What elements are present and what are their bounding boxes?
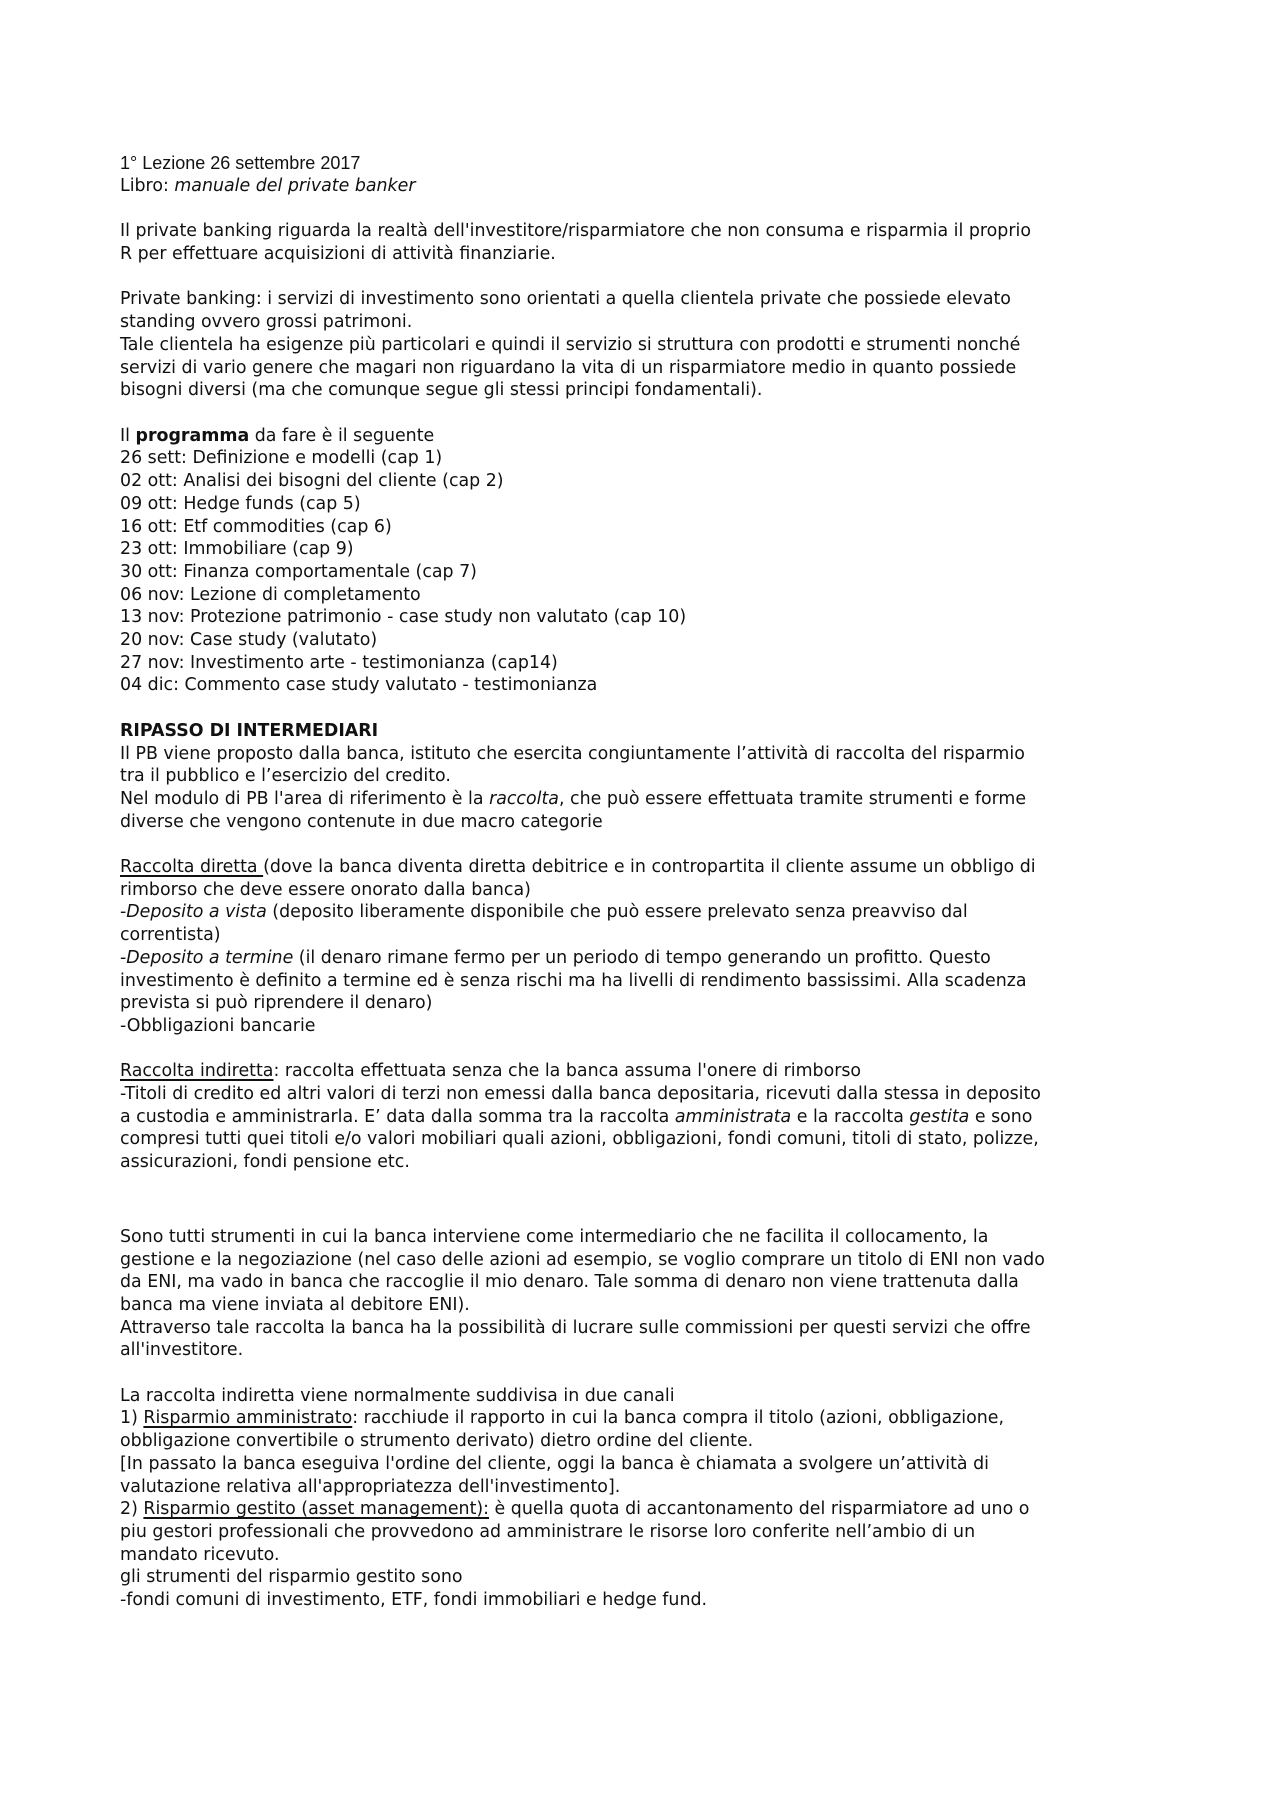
italic-term: gestita: [909, 1106, 970, 1127]
schedule-item: 20 nov: Case study (valutato): [120, 630, 378, 651]
text-line: [120, 856, 1160, 879]
text-line: [In passato la banca eseguiva l'ordine del cliente, oggi la banca è chiamata a svolgere un’attività di: [120, 1453, 989, 1474]
text-line: [120, 788, 1160, 811]
dash: -: [120, 902, 127, 923]
text-line: Tale clientela ha esigenze più particolari e quindi il servizio si struttura con prodotti e strumenti nonché: [120, 334, 1021, 355]
text-span: e la raccolta: [791, 1106, 910, 1127]
text-line: rimborso che deve essere onorato dalla banca): [120, 879, 531, 900]
text-line: diverse che vengono contenute in due macro categorie: [120, 811, 603, 832]
programma-section: [120, 425, 1160, 697]
document-page: [120, 152, 1160, 1612]
text-line: R per effettuare acquisizioni di attività finanziarie.: [120, 244, 556, 265]
text-line: obbligazione convertibile o strumento derivato) dietro ordine del cliente.: [120, 1431, 754, 1452]
text-line: mandato ricevuto.: [120, 1544, 280, 1565]
text-line: Il private banking riguarda la realtà dell'investitore/risparmiatore che non consuma e risparmia il proprio: [120, 221, 1031, 242]
schedule-item: 26 sett: Definizione e modelli (cap 1): [120, 448, 443, 469]
text-line: da ENI, ma vado in banca che raccoglie il mio denaro. Tale somma di denaro non viene trattenuta dalla: [120, 1272, 1019, 1293]
pb-definition-paragraph: [120, 288, 1160, 402]
italic-term: Deposito a vista: [126, 902, 267, 923]
text-line: banca ma viene inviata al debitore ENI).: [120, 1294, 470, 1315]
schedule-item: 30 ott: Finanza comportamentale (cap 7): [120, 561, 477, 582]
raccolta-indiretta-section: [120, 1060, 1160, 1174]
text-line: bisogni diversi (ma che comunque segue gli stessi principi fondamentali).: [120, 380, 763, 401]
list-number: 2): [120, 1499, 144, 1520]
text-line: -Obbligazioni bancarie: [120, 1015, 316, 1036]
section-heading: [120, 720, 1160, 743]
text-line: Private banking: i servizi di investimento sono orientati a quella clientela private che possiede elevato: [120, 289, 1011, 310]
italic-term: raccolta: [489, 788, 559, 809]
italic-term: Deposito a termine: [126, 947, 294, 968]
text-span: (il denaro rimane fermo per un periodo di tempo generando un profitto. Questo: [293, 947, 991, 968]
book-line: [120, 175, 1160, 198]
text-line: [120, 1060, 1160, 1083]
schedule-item: 09 ott: Hedge funds (cap 5): [120, 493, 361, 514]
text-span: è quella quota di accantonamento del risparmiatore ad uno o: [489, 1499, 1030, 1520]
schedule-item: 23 ott: Immobiliare (cap 9): [120, 539, 354, 560]
text-line: gestione e la negoziazione (nel caso delle azioni ad esempio, se voglio comprare un titolo di ENI non vado: [120, 1249, 1045, 1270]
intro-paragraph: [120, 220, 1160, 265]
heading-text: RIPASSO DI INTERMEDIARI: [120, 720, 379, 741]
schedule-item: 27 nov: Investimento arte - testimonianza (cap14): [120, 652, 558, 673]
text-span: (deposito liberamente disponibile che può essere prelevato senza preavviso dal: [266, 902, 968, 923]
strumenti-paragraph: [120, 1226, 1160, 1362]
text-span: da fare è il seguente: [249, 425, 435, 446]
text-line: La raccolta indiretta viene normalmente suddivisa in due canali: [120, 1385, 675, 1406]
text-span: e sono: [969, 1106, 1033, 1127]
text-line: [120, 901, 1160, 924]
text-line: gli strumenti del risparmio gestito sono: [120, 1567, 463, 1588]
book-title: manuale del private banker: [174, 176, 416, 196]
programma-bold: programma: [135, 425, 250, 446]
text-line: tra il pubblico e l’esercizio del credito.: [120, 766, 451, 787]
text-line: [120, 947, 1160, 970]
text-span: Il: [120, 425, 136, 446]
text-line: valutazione relativa all'appropriatezza dell'investimento].: [120, 1476, 621, 1497]
text-line: prevista si può riprendere il denaro): [120, 993, 433, 1014]
text-line: all'investitore.: [120, 1340, 244, 1361]
text-line: assicurazioni, fondi pensione etc.: [120, 1152, 410, 1173]
text-span: , che può essere effettuata tramite strumenti e forme: [558, 788, 1027, 809]
risparmio-amministrato-term: Risparmio amministrato: [143, 1408, 353, 1429]
ripasso-section: [120, 720, 1160, 834]
text-span: (dove la banca diventa diretta debitrice e in contropartita il cliente assume un obbligo di: [263, 857, 1036, 878]
text-line: correntista): [120, 925, 221, 946]
dash: -: [120, 947, 127, 968]
text-line: [120, 1498, 1160, 1521]
text-line: compresi tutti quei titoli e/o valori mobiliari quali azioni, obbligazioni, fondi comuni, titoli di stato, polizze,: [120, 1129, 1039, 1150]
text-line: Sono tutti strumenti in cui la banca interviene come intermediario che ne facilita il collocamento, la: [120, 1226, 989, 1247]
text-line: -fondi comuni di investimento, ETF, fondi immobiliari e hedge fund.: [120, 1590, 708, 1611]
programma-intro: [120, 425, 1160, 448]
text-span: a custodia e amministrarla. E’ data dalla somma tra la raccolta: [120, 1106, 675, 1127]
text-line: Il PB viene proposto dalla banca, istituto che esercita congiuntamente l’attività di raccolta del risparmio: [120, 743, 1025, 764]
raccolta-indiretta-term: Raccolta indiretta: [120, 1061, 274, 1082]
italic-term: amministrata: [674, 1106, 792, 1127]
schedule-item: 06 nov: Lezione di completamento: [120, 584, 421, 605]
text-line: [120, 1106, 1160, 1129]
raccolta-diretta-section: [120, 856, 1160, 1038]
risparmio-gestito-term: Risparmio gestito (asset management):: [143, 1499, 490, 1520]
schedule-item: 13 nov: Protezione patrimonio - case study non valutato (cap 10): [120, 607, 687, 628]
text-line: Attraverso tale raccolta la banca ha la possibilità di lucrare sulle commissioni per questi servizi che offre: [120, 1317, 1031, 1338]
lesson-title: 1° Lezione 26 settembre 2017: [120, 153, 361, 173]
text-span: Nel modulo di PB l'area di riferimento è la: [120, 788, 490, 809]
text-line: -Titoli di credito ed altri valori di terzi non emessi dalla banca depositaria, ricevuti dalla stessa in deposito: [120, 1084, 1041, 1105]
list-number: 1): [120, 1408, 144, 1429]
text-line: [120, 1407, 1160, 1430]
text-span: : racchiude il rapporto in cui la banca compra il titolo (azioni, obbligazione,: [352, 1408, 1005, 1429]
text-span: : raccolta effettuata senza che la banca assuma l'onere di rimborso: [273, 1061, 862, 1082]
book-label: Libro:: [120, 176, 175, 196]
text-line: piu gestori professionali che provvedono ad amministrare le risorse loro conferite nell’ambio di un: [120, 1521, 976, 1542]
canali-section: [120, 1385, 1160, 1612]
schedule-item: 04 dic: Commento case study valutato - testimonianza: [120, 675, 598, 696]
raccolta-diretta-term: Raccolta diretta: [120, 857, 264, 878]
text-line: standing ovvero grossi patrimoni.: [120, 312, 413, 333]
text-line: servizi di vario genere che magari non riguardano la vita di un risparmiatore medio in quanto possiede: [120, 357, 1017, 378]
schedule-item: 02 ott: Analisi dei bisogni del cliente (cap 2): [120, 471, 504, 492]
schedule-item: 16 ott: Etf commodities (cap 6): [120, 516, 392, 537]
text-line: investimento è definito a termine ed è senza rischi ma ha livelli di rendimento bassissimi. Alla scadenza: [120, 970, 1027, 991]
